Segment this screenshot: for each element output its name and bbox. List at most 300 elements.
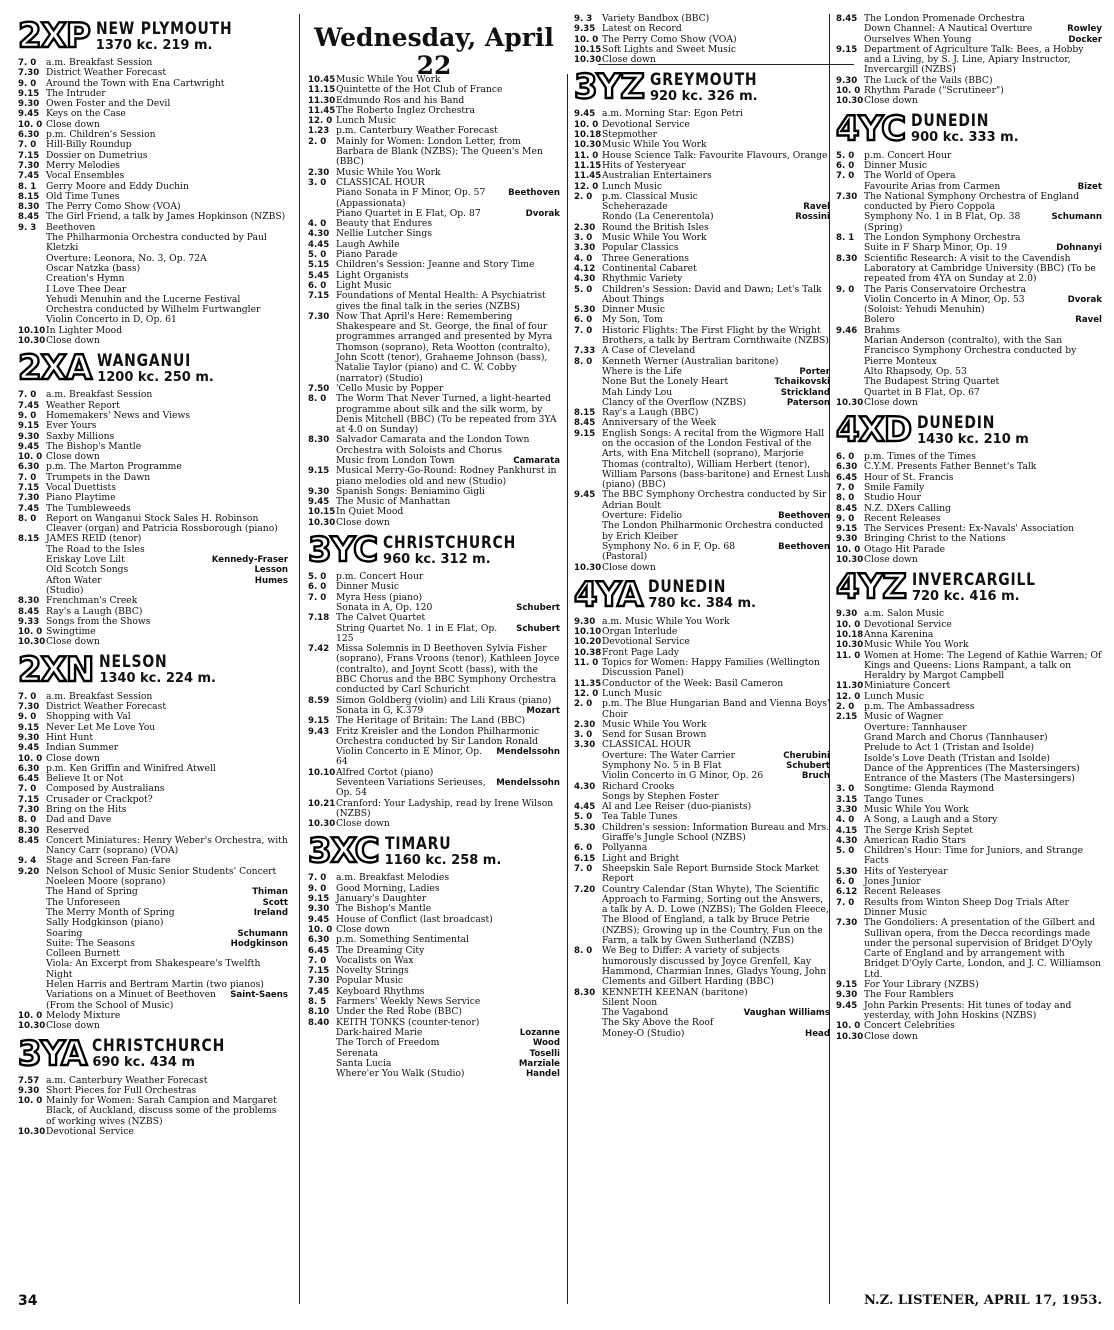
- detail-text: Marian Anderson (contralto), with the San Francisco Symphony Orchestra conducted by Pierre Monteux: [864, 335, 1077, 367]
- detail-text: Alto Rhapsody, Op. 53: [864, 365, 967, 377]
- programme-title: CLASSICAL HOUR: [336, 176, 425, 188]
- programme-title: Close down: [864, 554, 918, 566]
- programme-title: The Bishop's Mantle: [46, 440, 142, 452]
- detail-text: The Torch of Freedom: [336, 1037, 440, 1049]
- programme-title: Light Music: [336, 279, 392, 291]
- programme-time: 7.30: [836, 191, 858, 202]
- programme-title: Close down: [336, 923, 390, 935]
- station-frequency: 1340 kc. 224 m.: [99, 671, 216, 687]
- detail-text: Overture: Fidelio: [602, 510, 683, 522]
- programme-time: 7.45: [18, 400, 40, 411]
- programme-title: Round the British Isles: [602, 221, 709, 233]
- programme-entry: [836, 96, 1102, 106]
- station-header: [574, 574, 830, 615]
- programme-time: 9.30: [308, 904, 330, 915]
- composer: Ravel: [1075, 315, 1102, 326]
- programme-time: 10.30: [308, 517, 336, 528]
- detail-text: Violin Concerto in G Minor, Op. 26: [602, 770, 764, 782]
- detail-text: Bolero: [864, 314, 895, 326]
- station-frequency: 920 kc. 326 m.: [649, 88, 758, 104]
- programme-time: 7.30: [836, 918, 858, 929]
- station-header: [18, 348, 288, 389]
- programme-entry: [836, 192, 1102, 213]
- programme-time: 10.30: [836, 1031, 864, 1042]
- composer: Mendelssohn: [496, 778, 560, 788]
- composer: Docker: [1068, 34, 1102, 45]
- programme-entry: [308, 716, 560, 726]
- programme-time: 10. 0: [836, 1021, 861, 1032]
- composer: Schumann: [1051, 212, 1102, 223]
- programme-title: The Intruder: [46, 87, 106, 99]
- programme-time: 10. 0: [18, 1010, 43, 1021]
- station-header: [18, 18, 288, 54]
- programme-title: Melody Mixture: [46, 1009, 121, 1021]
- programme-title: The Serge Krish Septet: [864, 824, 973, 836]
- programme-time: 11.35: [574, 678, 602, 689]
- programme-title: N.Z. DXers Calling: [864, 502, 951, 514]
- programme-title: We Beg to Differ: A variety of subjects humorously discussed by Joyce Grenfell, Kay Hammond, Charmian Innes, Gladys Young, John Clements and Gilbert Harding (BBC): [602, 945, 827, 988]
- programme-title: a.m. Morning Star: Egon Petri: [602, 108, 743, 120]
- programme-time: 2. 0: [836, 702, 855, 713]
- programme-time: 8.30: [18, 596, 40, 607]
- composer: Kennedy-Fraser: [211, 555, 288, 566]
- programme-title: A Case of Cleveland: [602, 345, 696, 357]
- composer: Saint-Saens: [230, 990, 288, 1001]
- detail-text: Overture: Leonora, No. 3, Op. 72A: [46, 252, 207, 264]
- station-info: [383, 534, 545, 567]
- programme-time: 3. 0: [574, 233, 593, 244]
- programme-title: In Lighter Mood: [46, 324, 123, 336]
- programme-title: Music While You Work: [602, 139, 707, 151]
- programme-title: Close down: [864, 396, 918, 408]
- station-header: [574, 67, 830, 108]
- programme-time: 10. 0: [18, 1096, 43, 1107]
- programme-time: 8.30: [308, 435, 330, 446]
- column-1: [18, 14, 288, 1137]
- programme-title: Sheepskin Sale Report Burnside Stock Market Report: [602, 862, 819, 885]
- programme-title: Beethoven: [46, 221, 96, 233]
- programme-time: 8.30: [574, 987, 596, 998]
- programme-time: 2.30: [308, 167, 330, 178]
- programme-time: 7. 0: [574, 863, 593, 874]
- programme-time: 11.45: [308, 105, 336, 116]
- programme-time: 8. 1: [836, 233, 855, 244]
- programme-entry: [308, 137, 560, 168]
- composer: Thiman: [252, 887, 288, 898]
- programme-time: 10.30: [574, 55, 602, 66]
- programme-title: Close down: [46, 118, 100, 130]
- programme-title: Indian Summer: [46, 742, 119, 754]
- programme-detail: [18, 959, 288, 980]
- station-frequency: 1370 kc. 219 m.: [95, 37, 213, 53]
- programme-title: The Tumbleweeds: [46, 502, 131, 514]
- composer: Wood: [532, 1038, 560, 1049]
- programme-entry: [836, 651, 1102, 682]
- composer: Dvorak: [525, 208, 560, 219]
- programme-time: 8. 0: [18, 815, 37, 826]
- programme-time: 10.45: [308, 75, 336, 85]
- programme-title: p.m. Times of the Times: [864, 451, 976, 463]
- detail-text: Rondo (La Cenerentola): [602, 211, 714, 223]
- composer: Toselli: [529, 1048, 560, 1059]
- programme-title: Close down: [46, 451, 100, 463]
- programme-title: Australian Entertainers: [602, 170, 712, 182]
- programme-title: Simon Goldberg (violin) and Lili Kraus (piano): [336, 694, 552, 706]
- station-name: GREYMOUTH: [649, 69, 758, 90]
- programme-title: Shopping with Val: [46, 711, 131, 723]
- detail-text: Ourselves When Young: [864, 33, 972, 45]
- programme-detail: [836, 212, 1102, 233]
- programme-title: p.m. Canterbury Weather Forecast: [336, 125, 498, 137]
- programme-title: Short Pieces for Full Orchestras: [46, 1084, 197, 1096]
- programme-detail: [18, 274, 288, 284]
- programme-time: 6. 0: [574, 315, 593, 326]
- programme-title: Composed by Australians: [46, 783, 165, 795]
- programme-title: Piano Playtime: [46, 492, 116, 504]
- programme-title: Tango Tunes: [864, 793, 924, 805]
- programme-title: Music While You Work: [336, 166, 441, 178]
- programme-title: Al and Lee Reiser (duo-pianists): [602, 801, 752, 813]
- programme-title: Trumpets in the Dawn: [46, 471, 151, 483]
- programme-time: 10.38: [574, 647, 602, 658]
- programme-title: Brahms: [864, 324, 900, 336]
- programme-title: Rhythm Parade ("Scrutineer"): [864, 85, 1004, 97]
- programme-title: Never Let Me Love You: [46, 721, 156, 733]
- programme-detail: [574, 377, 830, 387]
- station-frequency: 1200 kc. 250 m.: [97, 369, 214, 385]
- programme-time: 7.30: [308, 311, 330, 322]
- programme-entry: [836, 398, 1102, 408]
- programme-title: a.m. Breakfast Melodies: [336, 872, 450, 884]
- programme-title: Reserved: [46, 824, 90, 836]
- programme-title: Quintette of the Hot Club of France: [336, 84, 503, 96]
- detail-text: Variations on a Minuet of Beethoven: [46, 989, 216, 1001]
- programme-time: 7. 0: [18, 472, 37, 483]
- programme-time: 6.45: [18, 774, 40, 785]
- detail-text: Noeleen Moore (soprano): [46, 876, 166, 888]
- composer: Vaughan Williams: [743, 1008, 830, 1019]
- detail-text: Where is the Life: [602, 365, 682, 377]
- programme-title: Lunch Music: [864, 690, 925, 702]
- detail-text: Sonata in G, K.379: [336, 704, 424, 716]
- station-logo: 4XD: [836, 410, 912, 451]
- programme-title: Children's session: Information Bureau and Mrs. Giraffe's Jungle School (NZBS): [602, 821, 830, 844]
- programme-title: Kenneth Werner (Australian baritone): [602, 355, 779, 367]
- programme-entry: [18, 596, 288, 606]
- programme-time: 10.30: [18, 637, 46, 648]
- programme-time: 11. 0: [574, 658, 599, 669]
- programme-time: 7.20: [574, 884, 596, 895]
- programme-time: 10.30: [574, 562, 602, 573]
- programme-title: Laugh Awhile: [336, 238, 400, 250]
- programme-time: 10.30: [836, 555, 864, 566]
- programme-time: 7.45: [18, 171, 40, 182]
- programme-title: Popular Music: [336, 975, 403, 987]
- programme-title: Historic Flights: The First Flight by the Wright Brothers, a talk by Bertram Cornthwaite (NZBS): [602, 324, 829, 347]
- programme-title: Devotional Service: [46, 1126, 134, 1138]
- programme-title: p.m. The Marton Programme: [46, 461, 182, 473]
- programme-time: 10. 0: [836, 619, 861, 630]
- programme-title: Musical Merry-Go-Round: Rodney Pankhurst in piano melodies old and new (Studio): [336, 465, 557, 487]
- programme-time: 7.30: [308, 976, 330, 987]
- programme-title: Lunch Music: [602, 180, 663, 192]
- programme-title: Ray's a Laugh (BBC): [602, 407, 699, 419]
- programme-time: 10.20: [574, 637, 602, 648]
- programme-title: Lunch Music: [602, 687, 663, 699]
- programme-time: 9.15: [574, 428, 596, 439]
- programme-time: 6.30: [836, 462, 858, 473]
- programme-time: 9.43: [308, 726, 330, 737]
- programme-entry: [836, 254, 1102, 285]
- programme-title: Continental Cabaret: [602, 262, 697, 274]
- programme-time: 9. 3: [18, 222, 37, 233]
- programme-entry: [18, 743, 288, 753]
- programme-time: 11. 0: [836, 650, 861, 661]
- programme-time: 7. 0: [308, 873, 327, 884]
- composer: Dohnanyi: [1056, 243, 1102, 254]
- station-frequency: 1430 kc. 210 m: [917, 431, 1029, 447]
- programme-title: Conductor of the Week: Basil Cameron: [602, 677, 784, 689]
- programme-entry: [574, 885, 830, 947]
- programme-time: 9.30: [18, 99, 40, 110]
- programme-title: Report on Wanganui Stock Sales H. Robinson Cleaver (organ) and Patricia Rossborough (piano): [46, 512, 278, 535]
- detail-text: Symphony No. 1 in B Flat, Op. 38 (Spring): [864, 211, 1021, 233]
- programme-time: 9.45: [18, 109, 40, 120]
- programme-title: House Science Talk: Favourite Flavours, Orange: [602, 149, 828, 161]
- programme-time: 7. 0: [836, 482, 855, 493]
- detail-text: String Quartet No. 1 in E Flat, Op. 125: [336, 622, 498, 644]
- detail-text: The Unforeseen: [46, 896, 121, 908]
- programme-entry: [574, 699, 830, 720]
- programme-title: Stepmother: [602, 129, 657, 141]
- programme-time: 5.30: [836, 866, 858, 877]
- programme-title: Believe It or Not: [46, 773, 124, 785]
- programme-entry: [574, 285, 830, 306]
- programme-time: 9.45: [18, 441, 40, 452]
- programme-time: 4.15: [836, 825, 858, 836]
- programme-time: 4.30: [574, 781, 596, 792]
- programme-time: 9.30: [836, 990, 858, 1001]
- programme-title: p.m. Classical Music: [602, 190, 698, 202]
- programme-time: 6.30: [308, 935, 330, 946]
- programme-time: 9.15: [836, 524, 858, 535]
- programme-detail: [574, 1029, 830, 1039]
- detail-text: Santa Lucia: [336, 1057, 392, 1069]
- composer: Dvorak: [1067, 294, 1102, 305]
- station-logo: 3XC: [308, 831, 379, 872]
- station-logo: 3YC: [308, 530, 378, 571]
- composer: Handel: [525, 1069, 560, 1080]
- programme-title: p.m. Concert Hour: [336, 571, 424, 583]
- programme-time: 3.30: [836, 805, 858, 815]
- page-number: 34: [18, 1293, 38, 1309]
- programme-title: American Radio Stars: [864, 834, 967, 846]
- detail-text: (From the School of Music): [46, 999, 174, 1011]
- detail-text: Music from London Town: [336, 454, 455, 466]
- programme-time: 11.15: [574, 160, 602, 171]
- issue-line: N.Z. LISTENER, APRIL 17, 1953.: [864, 1293, 1102, 1308]
- programme-time: 5.15: [308, 260, 330, 271]
- programme-title: House of Conflict (last broadcast): [336, 913, 493, 925]
- programme-entry: [836, 898, 1102, 919]
- programme-title: Scientific Research: A visit to the Cavendish Laboratory at Cambridge University (BBC) (To be repeated from 4YA on Sunday at 2.0): [864, 252, 1096, 285]
- programme-time: 2. 0: [308, 136, 327, 147]
- programme-title: The Girl Friend, a talk by James Hopkinson (NZBS): [46, 211, 286, 223]
- composer: Beethoven: [508, 188, 560, 199]
- programme-time: 5. 0: [308, 250, 327, 261]
- programme-title: Old Time Tunes: [46, 190, 120, 202]
- detail-text: The Sky Above the Roof: [602, 1017, 714, 1029]
- programme-title: a.m. Canterbury Weather Forecast: [46, 1074, 208, 1086]
- composer: Paterson: [786, 397, 830, 408]
- programme-title: Pollyanna: [602, 842, 648, 854]
- programme-time: 8.45: [18, 606, 40, 617]
- programme-title: Anniversary of the Week: [602, 417, 717, 429]
- programme-title: District Weather Forecast: [46, 701, 167, 713]
- programme-title: Hits of Yesteryear: [864, 865, 948, 877]
- programme-time: 7.30: [18, 68, 40, 79]
- programme-title: KENNETH KEENAN (baritone): [602, 986, 748, 998]
- listener-page: [18, 13, 1102, 1309]
- programme-title: Miniature Concert: [864, 680, 951, 692]
- programme-title: Organ Interlude: [602, 626, 678, 638]
- programme-title: The Heritage of Britain: The Land (BBC): [336, 715, 526, 727]
- programme-time: 10. 0: [18, 753, 43, 764]
- detail-text: (Studio): [46, 584, 84, 596]
- programme-title: The London Symphony Orchestra: [864, 232, 1021, 244]
- programme-detail: [308, 747, 560, 768]
- programme-time: 11.30: [308, 95, 336, 106]
- programme-title: The Paris Conservatoire Orchestra: [864, 283, 1026, 295]
- programme-time: 6. 0: [574, 843, 593, 854]
- composer: Beethoven: [778, 541, 830, 552]
- programme-title: Close down: [864, 1030, 918, 1042]
- programme-detail: [836, 295, 1102, 316]
- programme-time: 7.15: [18, 482, 40, 493]
- programme-title: A Song, a Laugh and a Story: [864, 814, 998, 826]
- programme-title: John Parkin Presents: Hit tunes of today and yesterday, with John Hoskins (NZBS): [864, 999, 1072, 1021]
- programme-time: 6. 0: [308, 582, 327, 593]
- programme-time: 8.15: [574, 408, 596, 419]
- programme-entry: [308, 291, 560, 312]
- programme-time: 3.30: [574, 740, 596, 751]
- station-header: [836, 567, 1102, 608]
- programme-title: Recent Releases: [864, 886, 941, 898]
- programme-title: Close down: [46, 335, 100, 347]
- programme-time: 12. 0: [836, 691, 861, 702]
- programme-title: Music While You Work: [602, 718, 707, 730]
- programme-title: Dinner Music: [602, 304, 666, 316]
- programme-time: 9. 3: [574, 14, 593, 24]
- programme-title: Beauty that Endures: [336, 218, 433, 230]
- programme-entry: [18, 1127, 288, 1137]
- programme-time: 2.30: [574, 222, 596, 233]
- programme-title: Ever Yours: [46, 420, 97, 432]
- programme-time: 10.30: [836, 397, 864, 408]
- detail-text: Soaring: [46, 927, 83, 939]
- programme-entry: [836, 918, 1102, 980]
- programme-time: 7.15: [308, 966, 330, 977]
- programme-time: 7.42: [308, 644, 330, 655]
- composer: Bruch: [801, 771, 830, 782]
- programme-time: 9.45: [308, 497, 330, 508]
- programme-title: The World of Opera: [864, 170, 956, 182]
- station-name: NEW PLYMOUTH: [95, 18, 233, 39]
- station-frequency: 1160 kc. 258 m.: [384, 852, 502, 868]
- programme-time: 10. 0: [836, 544, 861, 555]
- programme-time: 7.30: [18, 160, 40, 171]
- composer: Mendelssohn: [496, 747, 560, 758]
- programme-title: Dinner Music: [864, 159, 928, 171]
- programme-title: January's Daughter: [336, 893, 427, 905]
- station-name: TIMARU: [384, 833, 451, 854]
- station-logo: 4YZ: [836, 567, 906, 608]
- programme-time: 7. 0: [18, 390, 37, 401]
- detail-text: Oscar Natzka (bass): [46, 262, 141, 274]
- programme-title: Nellie Lutcher Sings: [336, 228, 432, 240]
- detail-text: The London Philharmonic Orchestra conducted by Erich Kleiber: [602, 520, 824, 542]
- composer: Lozanne: [519, 1027, 560, 1038]
- programme-title: Close down: [602, 54, 656, 66]
- programme-time: 8. 0: [836, 493, 855, 504]
- station-info: [92, 1037, 254, 1070]
- programme-title: Tea Table Tunes: [602, 811, 678, 823]
- programme-title: p.m. Ken Griffin and Winifred Atwell: [46, 762, 216, 774]
- programme-time: 10.18: [836, 629, 864, 640]
- programme-time: 5. 0: [308, 572, 327, 583]
- programme-time: 7. 0: [18, 691, 37, 702]
- station-header: [18, 649, 288, 690]
- detail-text: Money-O (Studio): [602, 1027, 685, 1039]
- programme-title: Nelson School of Music Senior Students' Concert: [46, 865, 277, 877]
- programme-time: 7.45: [308, 986, 330, 997]
- programme-time: 4. 0: [574, 253, 593, 264]
- programme-title: Hits of Yesteryear: [602, 159, 686, 171]
- programme-title: p.m. Something Sentimental: [336, 934, 470, 946]
- programme-title: Studio Hour: [864, 492, 922, 504]
- programme-time: 10.30: [18, 336, 46, 347]
- programme-title: Good Morning, Ladies: [336, 882, 440, 894]
- programme-time: 5.45: [308, 270, 330, 281]
- station-logo: 3YA: [18, 1033, 87, 1074]
- programme-title: Alfred Cortot (piano): [336, 766, 434, 778]
- programme-time: 9.35: [574, 24, 596, 35]
- programme-detail: [836, 377, 1102, 387]
- programme-time: 5.30: [574, 305, 596, 316]
- programme-title: For Your Library (NZBS): [864, 979, 979, 991]
- programme-time: 8.30: [18, 202, 40, 213]
- programme-time: 7.30: [18, 805, 40, 815]
- programme-entry: [18, 421, 288, 431]
- programme-entry: [836, 1032, 1102, 1042]
- programme-time: 4.12: [574, 263, 596, 274]
- programme-entry: [308, 819, 560, 829]
- programme-title: Front Page Lady: [602, 646, 679, 658]
- programme-entry: [308, 727, 560, 748]
- programme-title: My Son, Tom: [602, 314, 663, 326]
- programme-time: 10.21: [308, 798, 336, 809]
- programme-title: Lunch Music: [336, 115, 397, 127]
- programme-time: 10. 0: [18, 627, 43, 638]
- programme-time: 9. 4: [18, 856, 37, 867]
- station-logo: 2XP: [18, 16, 90, 56]
- programme-title: The BBC Symphony Orchestra conducted by Sir Adrian Boult: [602, 489, 827, 511]
- programme-time: 6.30: [18, 130, 40, 141]
- station-info: [650, 71, 781, 104]
- programme-title: Otago Hit Parade: [864, 543, 946, 555]
- column-rule: [567, 74, 568, 1304]
- programme-entry: [836, 846, 1102, 867]
